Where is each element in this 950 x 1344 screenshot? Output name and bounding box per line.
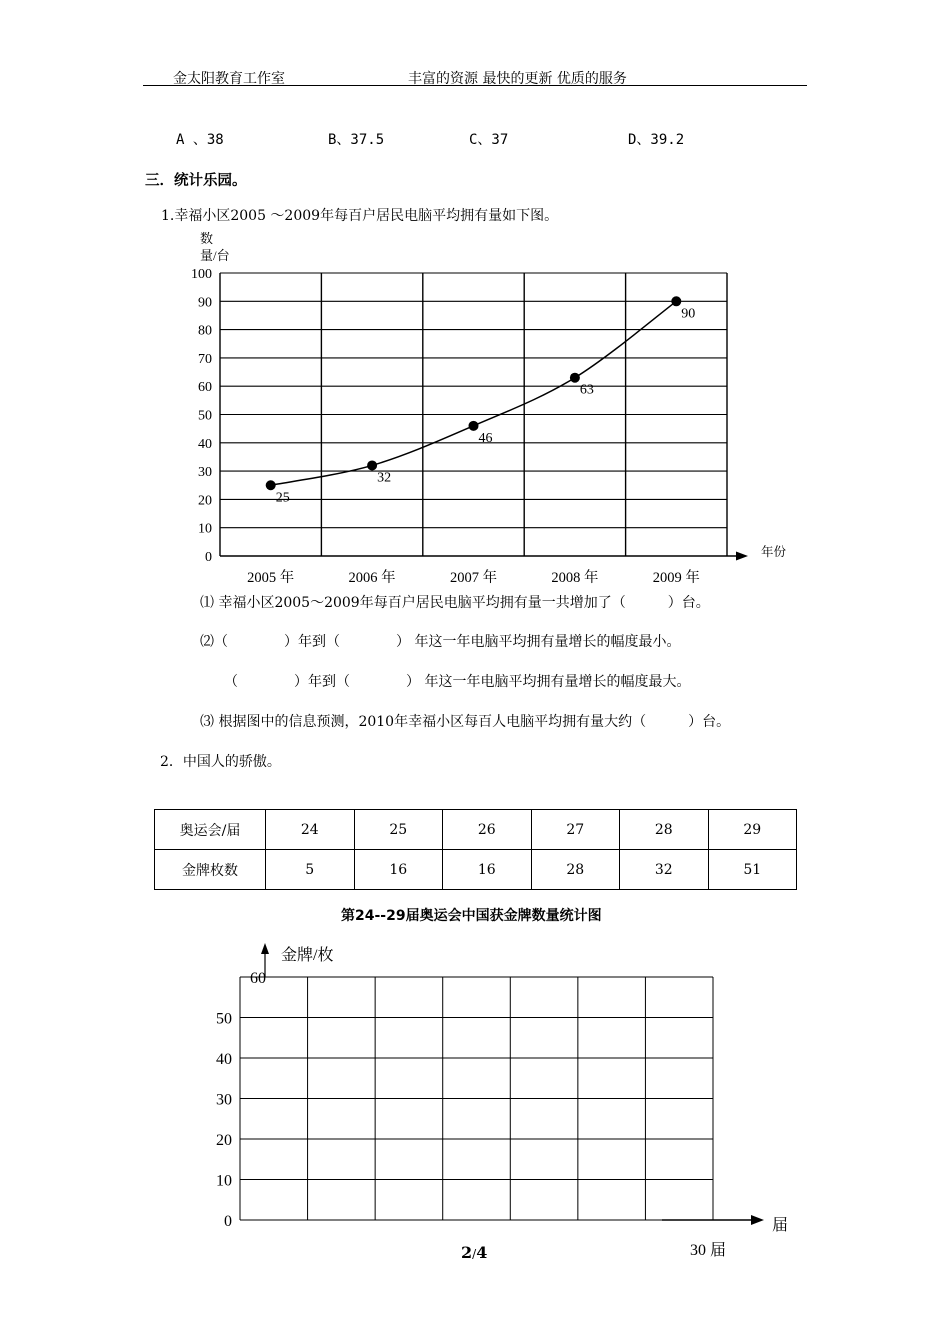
- chart1-x-tick-labels: [247, 568, 700, 586]
- table-row: [155, 850, 797, 890]
- y-tick-label: 0: [224, 1213, 232, 1230]
- chart2-axes: [240, 943, 764, 1225]
- chart2-title: 第24--29届奥运会中国获金牌数量统计图: [341, 908, 602, 924]
- option-b: B、37.5: [328, 132, 385, 148]
- chart2-x-axis-label: 届: [772, 1217, 789, 1234]
- table-cell: 29: [708, 810, 797, 850]
- page-separator: /: [472, 1247, 477, 1261]
- question-1-text: 1.幸福小区2005 ～2009年每百户居民电脑平均拥有量如下图。: [161, 208, 559, 224]
- section-title: 三．统计乐园。: [145, 172, 247, 189]
- series-line: [271, 301, 677, 485]
- table-cell: 26: [443, 810, 532, 850]
- y-tick-label: 100: [191, 267, 212, 282]
- olympic-medals-table: [154, 809, 797, 890]
- table-cell: 16: [443, 850, 532, 890]
- question-1-sub-2a: ⑵（ ）年到（ ） 年这一年电脑平均拥有量增长的幅度最小。: [200, 634, 681, 650]
- y-tick-label: 40: [198, 436, 212, 452]
- y-tick-label: 30: [216, 1091, 232, 1109]
- chart1-axes: [220, 552, 748, 561]
- table-cell: 28: [531, 850, 620, 890]
- data-label: 46: [478, 430, 493, 446]
- table-cell: 16: [354, 850, 443, 890]
- data-point: [671, 296, 681, 306]
- y-tick-label: 80: [198, 323, 212, 339]
- question-2-text: 2．中国人的骄傲。: [160, 754, 281, 770]
- y-tick-label: 40: [216, 1051, 232, 1068]
- table-cell: 51: [708, 850, 797, 890]
- chart2-y-tick-labels: [216, 970, 266, 1230]
- chart2-y-axis-label: 金牌/枚: [281, 947, 334, 964]
- question-1-sub-1: ⑴ 幸福小区2005～2009年每百户居民电脑平均拥有量一共增加了（ ）台。: [200, 595, 710, 611]
- x-tick-label: 2007 年: [449, 570, 498, 586]
- chart1-y-axis-label-line2: 量/台: [200, 248, 230, 263]
- table-cell: 27: [531, 810, 620, 850]
- data-label: 90: [681, 306, 696, 322]
- page-number: [461, 1243, 487, 1262]
- table-cell: 25: [354, 810, 443, 850]
- data-point: [266, 480, 276, 490]
- table-row-header: 奥运会/届: [155, 810, 266, 850]
- chart2-grid: [240, 977, 713, 1220]
- data-label: 25: [275, 490, 290, 506]
- y-tick-label: 60: [198, 380, 212, 396]
- y-tick-label: 50: [198, 408, 212, 424]
- question-1-sub-2b: （ ）年到（ ） 年这一年电脑平均拥有量增长的幅度最大。: [224, 674, 691, 690]
- y-tick-label: 70: [198, 351, 212, 367]
- chart2-x-partial-label: 30 届: [690, 1242, 727, 1259]
- chart1-y-tick-labels: [191, 267, 212, 565]
- page-current: 2: [461, 1243, 473, 1262]
- option-c: C、37: [469, 132, 509, 148]
- y-tick-label: 20: [198, 493, 212, 509]
- header-studio: 金太阳教育工作室: [173, 71, 285, 87]
- table-cell: 5: [266, 850, 355, 890]
- data-point: [469, 421, 479, 431]
- x-tick-label: 2009 年: [652, 570, 700, 586]
- y-tick-label: 0: [205, 550, 212, 565]
- table-row: [155, 810, 797, 850]
- y-tick-label: 20: [216, 1132, 232, 1149]
- table-cell: 32: [620, 850, 709, 890]
- x-tick-label: 2006 年: [348, 570, 396, 586]
- x-tick-label: 2005 年: [247, 570, 295, 586]
- x-tick-label: 2008 年: [551, 570, 599, 586]
- chart1-series: [266, 296, 682, 490]
- y-tick-label: 60: [250, 970, 266, 987]
- y-tick-label: 10: [198, 521, 212, 537]
- page-total: 4: [476, 1243, 488, 1262]
- table-cell: 24: [266, 810, 355, 850]
- y-tick-label: 90: [198, 295, 212, 311]
- table-row-header: 金牌枚数: [155, 850, 266, 890]
- data-point: [367, 460, 377, 470]
- y-tick-label: 50: [216, 1010, 232, 1028]
- chart1-grid: [220, 273, 727, 556]
- data-label: 63: [579, 382, 594, 398]
- y-tick-label: 10: [216, 1172, 232, 1190]
- question-1-sub-3: ⑶ 根据图中的信息预测，2010年幸福小区每百人电脑平均拥有量大约（ ）台。: [200, 714, 731, 730]
- x-axis-arrow-icon: [751, 1215, 764, 1225]
- computer-ownership-line-chart: [0, 0, 950, 600]
- table-cell: 28: [620, 810, 709, 850]
- data-label: 32: [377, 470, 392, 486]
- y-axis-arrow-icon: [261, 943, 269, 954]
- option-a: A 、38: [176, 132, 224, 148]
- header-slogan: 丰富的资源 最快的更新 优质的服务: [408, 71, 627, 87]
- chart1-y-axis-label-line1: 数: [200, 231, 214, 246]
- olympic-gold-medal-blank-chart: [0, 930, 950, 1270]
- x-axis-arrow-icon: [736, 552, 748, 561]
- option-d: D、39.2: [628, 132, 685, 148]
- y-tick-label: 30: [198, 465, 212, 481]
- data-point: [570, 373, 580, 383]
- chart1-x-axis-label: 年份: [761, 545, 787, 559]
